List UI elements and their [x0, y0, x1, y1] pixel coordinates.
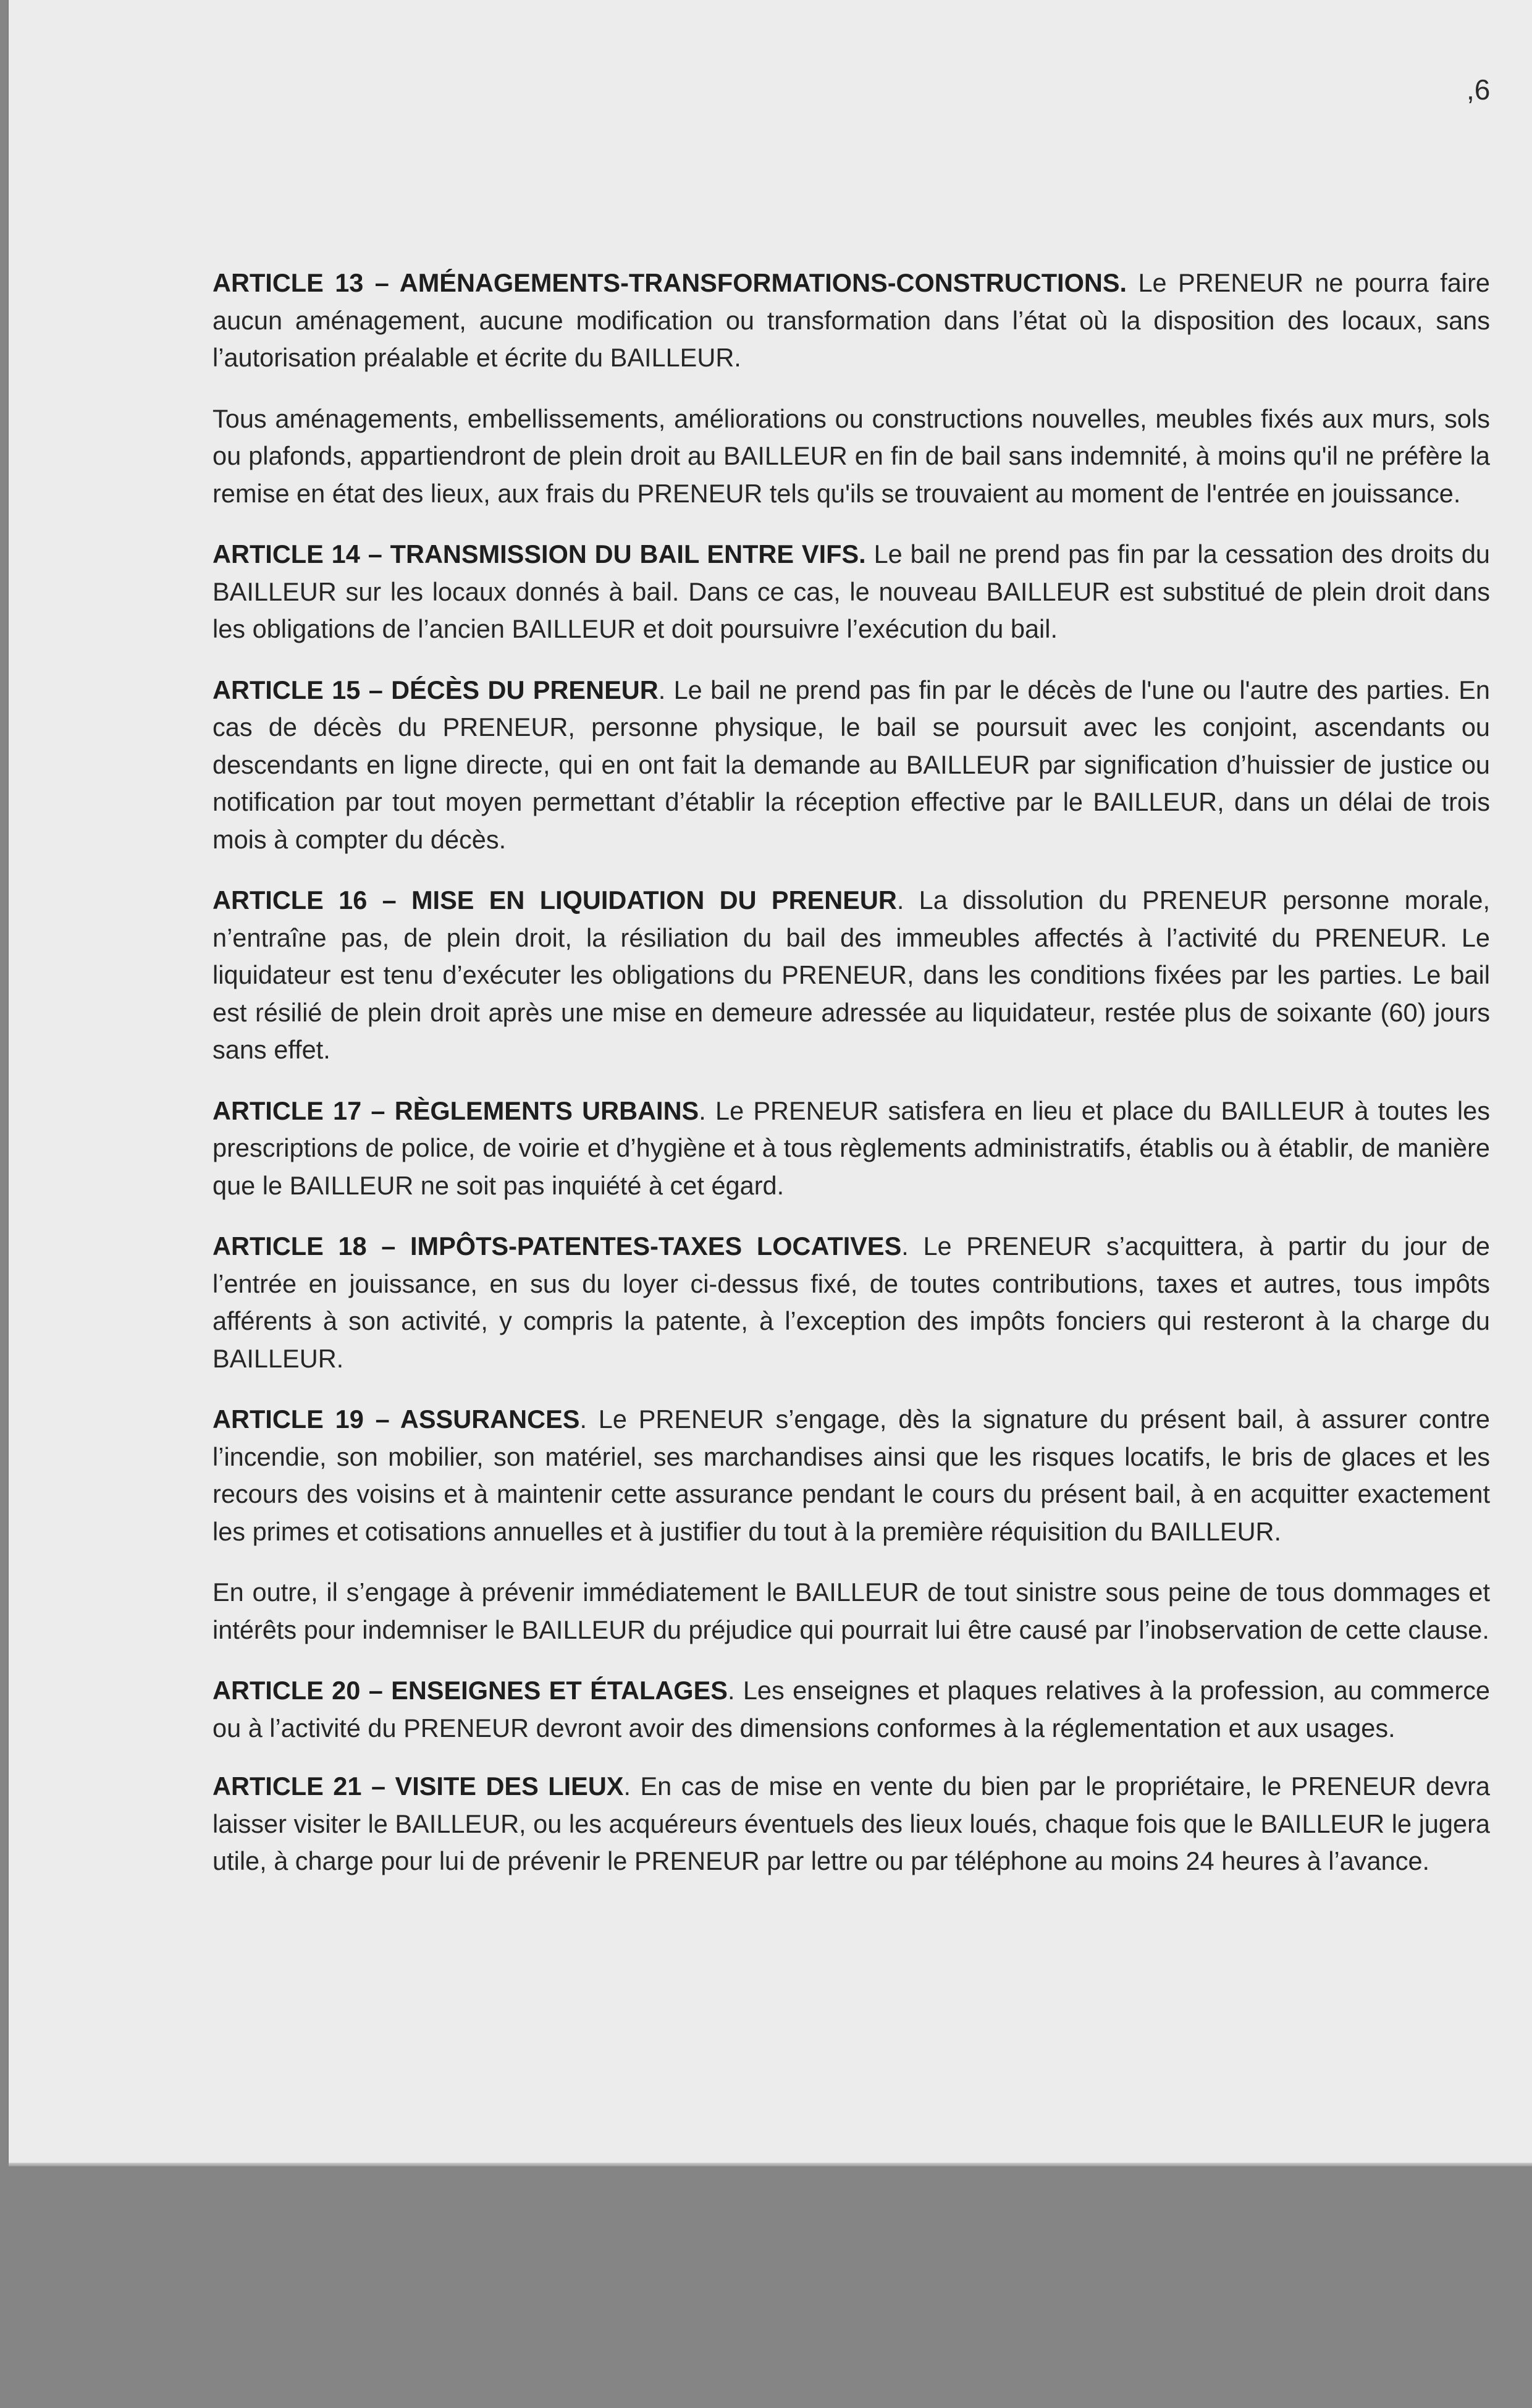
article-16-paragraph: [213, 882, 1490, 1069]
article-19-continuation-paragraph: [213, 1574, 1490, 1649]
article-19-heading: ARTICLE 19 – ASSURANCES: [213, 1405, 580, 1434]
article-13-heading: ARTICLE 13 – AMÉNAGEMENTS-TRANSFORMATIONS-CONSTRUCTIONS.: [213, 268, 1127, 297]
article-13-paragraph: [213, 264, 1490, 377]
article-21-paragraph: [213, 1768, 1490, 1880]
article-19-continuation-text: En outre, il s’engage à prévenir immédiatement le BAILLEUR de tout sinistre sous peine de tous dommages et intérêts pour indemniser le BAILLEUR du préjudice qui pourrait lui être causé par l’inobservation de cette clause.: [213, 1578, 1490, 1644]
article-21-text: . En cas de mise en vente du bien par le propriétaire, le PRENEUR devra laisser visiter le BAILLEUR, ou les acquéreurs éventuels des lieux loués, chaque fois que le BAILLEUR le jugera utile, à charge pour lui de prévenir le PRENEUR par lettre ou par téléphone au moins 24 heures à l’avance.: [213, 1772, 1490, 1875]
article-18-text: . Le PRENEUR s’acquittera, à partir du jour de l’entrée en jouissance, en sus du loyer ci-dessus fixé, de toutes contributions, taxes et autres, tous impôts afférents à son activité, y compris la patente, à l’exception des impôts fonciers qui resteront à la charge du BAILLEUR.: [213, 1231, 1490, 1373]
article-16-heading: ARTICLE 16 – MISE EN LIQUIDATION DU PRENEUR: [213, 885, 897, 915]
article-13-continuation-text: Tous aménagements, embellissements, améliorations ou constructions nouvelles, meubles fixés aux murs, sols ou plafonds, appartiendront de plein droit au BAILLEUR en fin de bail sans indemnité, à moins qu'il ne préfère la remise en état des lieux, aux frais du PRENEUR tels qu'ils se trouvaient au moment de l'entrée en jouissance.: [213, 403, 1490, 508]
article-13-continuation-paragraph: [213, 400, 1490, 513]
article-15-heading: ARTICLE 15 – DÉCÈS DU PRENEUR: [213, 675, 659, 704]
article-15-text: . Le bail ne prend pas fin par le décès de l'une ou l'autre des parties. En cas de décès du PRENEUR, personne physique, le bail se poursuit avec les conjoint, ascendants ou descendants en ligne directe, qui en ont fait la demande au BAILLEUR par signification d’huissier de justice ou notification par tout moyen permettant d’établir la réception effective par le BAILLEUR, dans un délai de trois mois à compter du décès.: [213, 675, 1490, 854]
article-21-heading: ARTICLE 21 – VISITE DES LIEUX: [213, 1772, 624, 1801]
article-16-text: . La dissolution du PRENEUR personne morale, n’entraîne pas, de plein droit, la résiliation du bail des immeubles affectés à l’activité du PRENEUR. Le liquidateur est tenu d’exécuter les obligations du PRENEUR, dans les conditions fixées par les parties. Le bail est résilié de plein droit après une mise en demeure adressée au liquidateur, restée plus de soixante (60) jours sans effet.: [213, 885, 1490, 1064]
lease-articles-body: [213, 264, 1490, 1904]
article-15-paragraph: [213, 672, 1490, 859]
article-14-text: Le bail ne prend pas fin par la cessation des droits du BAILLEUR sur les locaux donnés à bail. Dans ce cas, le nouveau BAILLEUR est substitué de plein droit dans les obligations de l’ancien BAILLEUR et doit poursuivre l’exécution du bail.: [213, 539, 1490, 643]
document-page: [9, 0, 1532, 2163]
article-17-heading: ARTICLE 17 – RÈGLEMENTS URBAINS: [213, 1096, 699, 1125]
article-13-text: Le PRENEUR ne pourra faire aucun aménagement, aucune modification ou transformation dans l’état où la disposition des locaux, sans l’autorisation préalable et écrite du BAILLEUR.: [213, 268, 1490, 372]
page-bottom-edge: [9, 2163, 1532, 2166]
article-14-paragraph: [213, 536, 1490, 648]
page-number: ,6: [1467, 74, 1491, 106]
article-17-paragraph: [213, 1092, 1490, 1205]
article-19-paragraph: [213, 1401, 1490, 1550]
article-20-heading: ARTICLE 20 – ENSEIGNES ET ÉTALAGES: [213, 1676, 728, 1705]
article-18-paragraph: [213, 1228, 1490, 1377]
article-18-heading: ARTICLE 18 – IMPÔTS-PATENTES-TAXES LOCATIVES: [213, 1231, 902, 1261]
article-19-text: . Le PRENEUR s’engage, dès la signature du présent bail, à assurer contre l’incendie, son mobilier, son matériel, ses marchandises ainsi que les risques locatifs, le bris de glaces et les recours des voisins et à maintenir cette assurance pendant le cours du présent bail, à en acquitter exactement les primes et cotisations annuelles et à justifier du tout à la première réquisition du BAILLEUR.: [213, 1405, 1491, 1546]
article-20-paragraph: [213, 1672, 1490, 1747]
article-17-text: . Le PRENEUR satisfera en lieu et place du BAILLEUR à toutes les prescriptions de police, de voirie et d’hygiène et à tous règlements administratifs, établis ou à établir, de manière que le BAILLEUR ne soit pas inquiété à cet égard.: [213, 1096, 1490, 1200]
article-14-heading: ARTICLE 14 – TRANSMISSION DU BAIL ENTRE VIFS.: [213, 539, 866, 568]
article-20-text: . Les enseignes et plaques relatives à la profession, au commerce ou à l’activité du PRENEUR devront avoir des dimensions conformes à la réglementation et aux usages.: [213, 1676, 1490, 1743]
